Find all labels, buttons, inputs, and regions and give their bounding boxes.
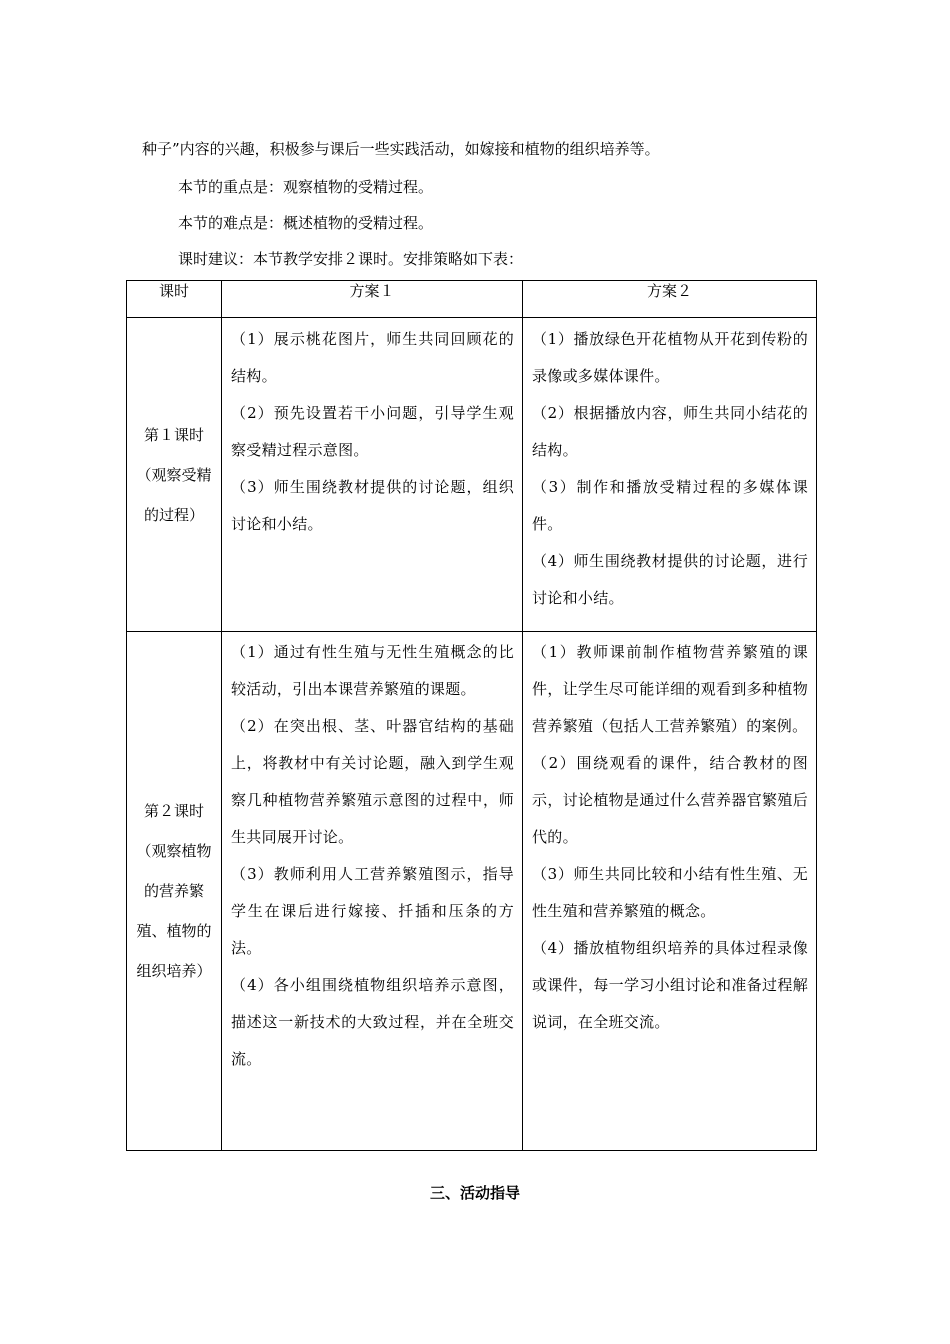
period-cell: 第２课时（观察植物的营养繁殖、植物的组织培养） xyxy=(127,632,222,1151)
table-header-row xyxy=(127,281,817,318)
table-row xyxy=(127,632,817,1151)
table-row xyxy=(127,318,817,632)
plan-step: （1）教师课前制作植物营养繁殖的课件，让学生尽可能详细的观看到多种植物营养繁殖（包括人工营养繁殖）的案例。 xyxy=(532,643,808,735)
plan-1-cell xyxy=(222,318,523,632)
plan-step: （4）师生围绕教材提供的讨论题，进行讨论和小结。 xyxy=(532,552,808,607)
period-cell: 第１课时（观察受精的过程） xyxy=(127,318,222,632)
key-point-paragraph: 本节的重点是：观察植物的受精过程。 xyxy=(178,178,434,196)
plan-step: （1）播放绿色开花植物从开花到传粉的录像或多媒体课件。 xyxy=(532,330,808,385)
intro-paragraph-continuation: 种子”内容的兴趣，积极参与课后一些实践活动，如嫁接和植物的组织培养等。 xyxy=(142,140,660,158)
difficulty-paragraph: 本节的难点是：概述植物的受精过程。 xyxy=(178,214,434,232)
plan-step: （1）通过有性生殖与无性生殖概念的比较活动，引出本课营养繁殖的课题。 xyxy=(231,643,514,698)
plan-2-cell xyxy=(523,632,817,1151)
plan-step: （4）各小组围绕植物组织培养示意图，描述这一新技术的大致过程，并在全班交流。 xyxy=(231,976,514,1068)
plan-step: （2）根据播放内容，师生共同小结花的结构。 xyxy=(532,404,808,459)
plan-1-cell xyxy=(222,632,523,1151)
header-period: 课时 xyxy=(127,281,222,318)
plan-step: （2）预先设置若干小问题，引导学生观察受精过程示意图。 xyxy=(231,404,514,459)
plan-2-cell xyxy=(523,318,817,632)
header-plan-1: 方案１ xyxy=(222,281,523,318)
plan-step: （3）制作和播放受精过程的多媒体课件。 xyxy=(532,478,808,533)
teaching-plan-table xyxy=(126,280,817,1151)
header-plan-2: 方案２ xyxy=(523,281,817,318)
section-heading: 三、活动指导 xyxy=(429,1184,520,1202)
schedule-suggestion-paragraph: 课时建议：本节教学安排２课时。安排策略如下表： xyxy=(178,250,524,268)
plan-step: （1）展示桃花图片，师生共同回顾花的结构。 xyxy=(231,330,514,385)
plan-step: （3）师生共同比较和小结有性生殖、无性生殖和营养繁殖的概念。 xyxy=(532,865,808,920)
plan-step: （3）教师利用人工营养繁殖图示，指导学生在课后进行嫁接、扦插和压条的方法。 xyxy=(231,865,514,957)
plan-step: （2）围绕观看的课件，结合教材的图示，讨论植物是通过什么营养器官繁殖后代的。 xyxy=(532,754,808,846)
plan-step: （3）师生围绕教材提供的讨论题，组织讨论和小结。 xyxy=(231,478,514,533)
plan-step: （2）在突出根、茎、叶器官结构的基础上，将教材中有关讨论题，融入到学生观察几种植物营养繁殖示意图的过程中，师生共同展开讨论。 xyxy=(231,717,514,846)
plan-step: （4）播放植物组织培养的具体过程录像或课件，每一学习小组讨论和准备过程解说词，在全班交流。 xyxy=(532,939,808,1031)
